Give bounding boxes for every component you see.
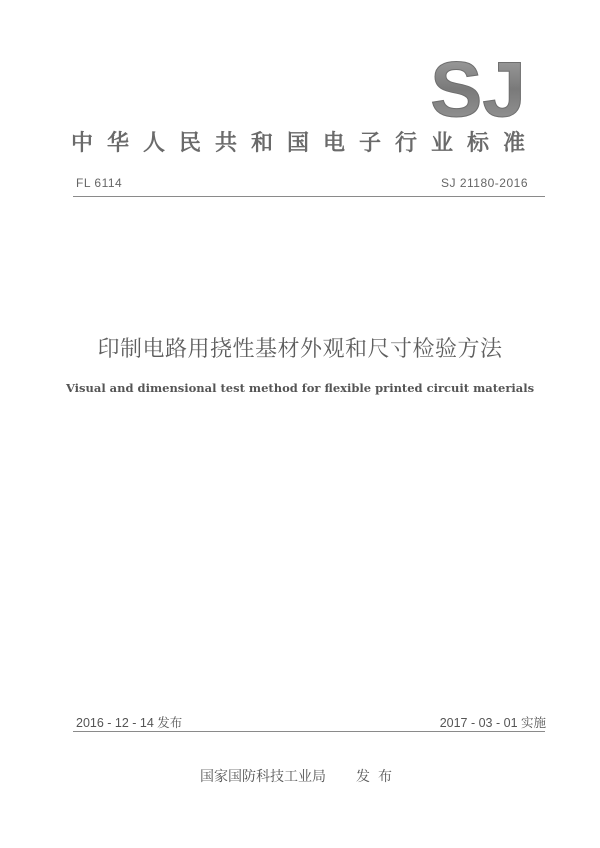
footer-divider [73, 731, 545, 732]
publisher-verb: 发布 [356, 769, 400, 785]
implementation-date: 2017 - 03 - 01 实施 [439, 716, 546, 730]
issue-date: 2016 - 12 - 14 发布 [76, 716, 183, 730]
sj-logo-graphic [428, 50, 528, 130]
document-title-chinese: 印制电路用挠性基材外观和尺寸检验方法 [97, 337, 503, 362]
classification-code: FL 6114 [76, 176, 123, 190]
sj-logo [428, 50, 528, 130]
standard-number: SJ 21180-2016 [440, 176, 528, 190]
publisher-name: 国家国防科技工业局 [200, 769, 326, 785]
sj-logo-text: SJ [430, 50, 526, 130]
industry-standard-title: 中华人民共和国电子行业标准 [70, 131, 539, 156]
publisher-line [0, 766, 600, 786]
header-divider [73, 196, 545, 197]
document-title-english: Visual and dimensional test method for flexible printed circuit materials [65, 381, 535, 395]
